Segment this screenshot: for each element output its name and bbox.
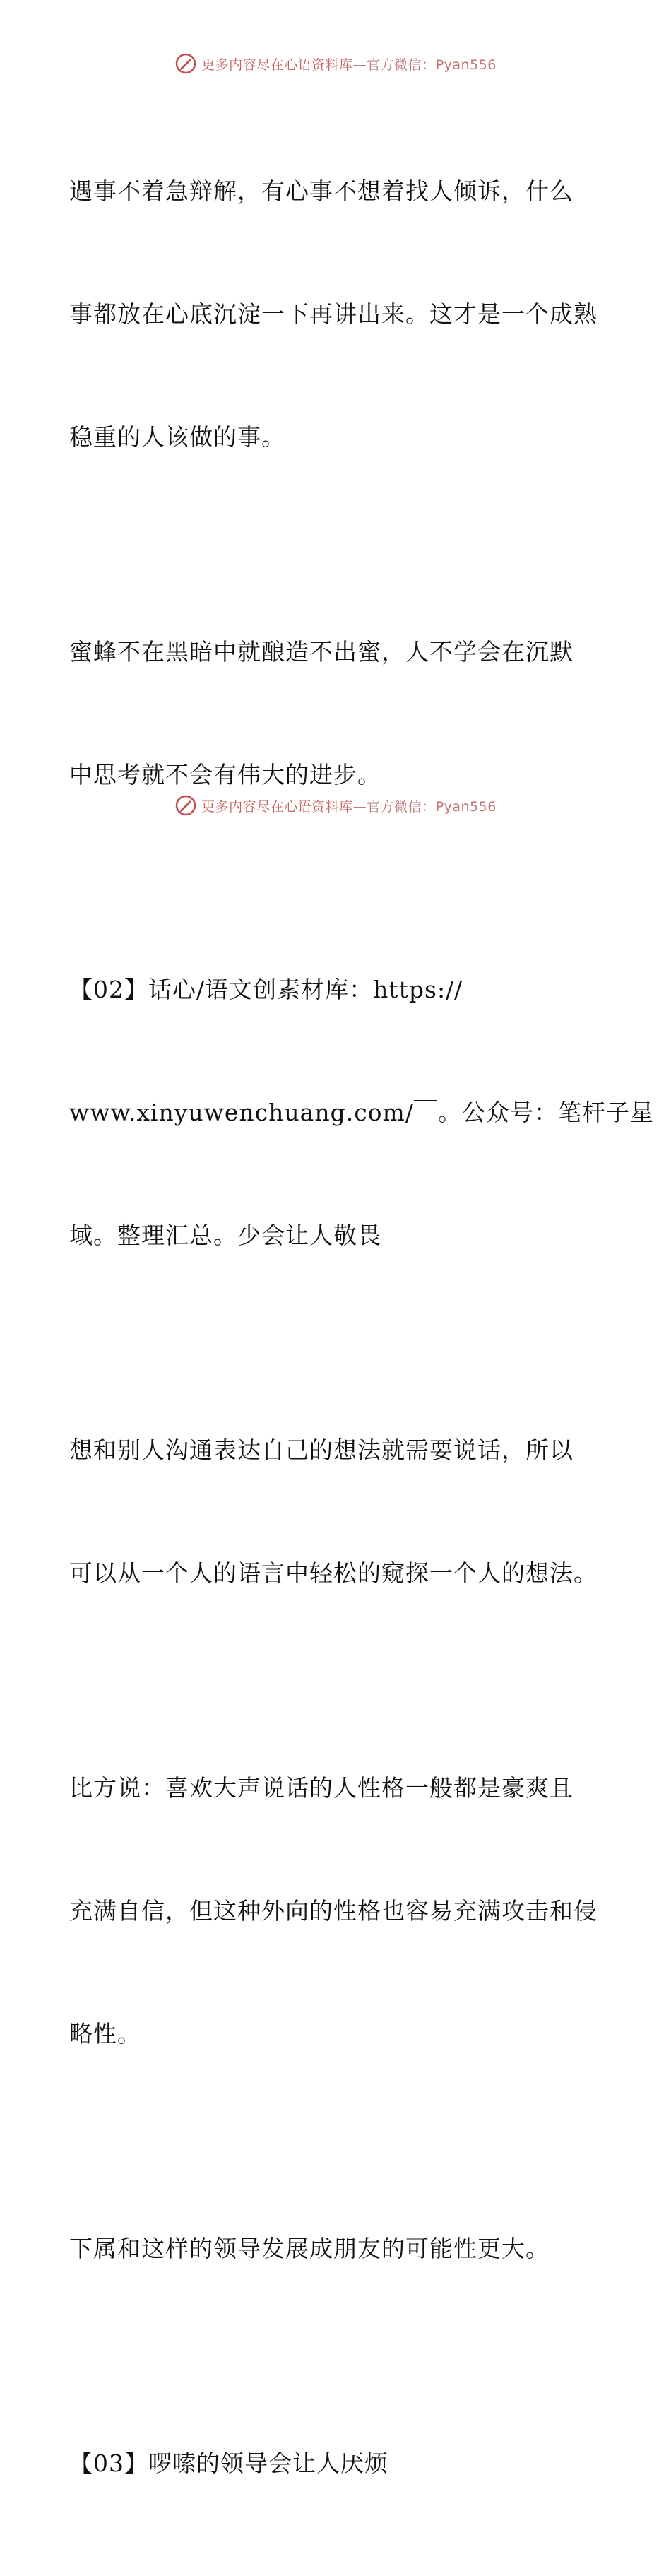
text-line: 域。整理汇总。少会让人敬畏 [69,1222,381,1249]
text-line: 【02】话心/语文创素材库：https:// [69,976,463,1003]
text-line: 蜜蜂不在黑暗中就酿造不出蜜，人不学会在沉默 [69,638,574,666]
text-line: 比方说：喜欢大声说话的人性格一般都是豪爽且 [69,1774,574,1802]
paragraph [69,887,654,1338]
watermark-id: Pyan556 [435,798,497,815]
paragraph [69,550,606,878]
pen-logo-icon [174,794,197,817]
text-line: 下属和这样的领导发展成朋友的可能性更大。 [69,2235,550,2262]
footer-watermark [0,791,671,820]
watermark-main: 更多内容尽在心语资料库 [201,798,353,815]
paragraph [69,2146,606,2351]
paragraph [69,89,606,540]
watermark-dash: — [352,57,367,73]
text-line: 想和别人沟通表达自己的想法就需要说话，所以 [69,1436,574,1464]
watermark-main: 更多内容尽在心语资料库 [201,57,353,73]
watermark-text [201,796,497,815]
text-line: 充满自信，但这种外向的性格也容易充满攻击和侵 [69,1897,598,1925]
watermark-sub: 官方微信： [367,57,436,73]
pen-logo-icon [174,52,197,75]
document-body [69,89,654,2576]
text-line: 事都放在心底沉淀一下再讲出来。这才是一个成熟 [69,300,598,328]
text-line: 可以从一个人的语言中轻松的窥探一个人的想法。 [69,1559,598,1587]
watermark-sub: 官方微信： [367,798,436,815]
section-heading [69,2361,606,2566]
paragraph [69,1686,606,2137]
watermark-text [201,54,497,73]
header-watermark [0,49,671,78]
text-line: 中思考就不会有伟大的进步。 [69,761,381,788]
watermark-id: Pyan556 [435,57,497,73]
watermark-dash: — [352,798,367,815]
text-line: 【03】啰嗦的领导会让人厌烦 [69,2450,388,2477]
text-line: www.xinyuwenchuang.com/￣。公众号：笔杆子星 [69,1099,654,1126]
text-line: 略性。 [69,2020,141,2048]
text-line: 稳重的人该做的事。 [69,423,285,451]
text-line: 遇事不着急辩解，有心事不想着找人倾诉，什么 [69,177,574,205]
paragraph [69,1348,606,1676]
